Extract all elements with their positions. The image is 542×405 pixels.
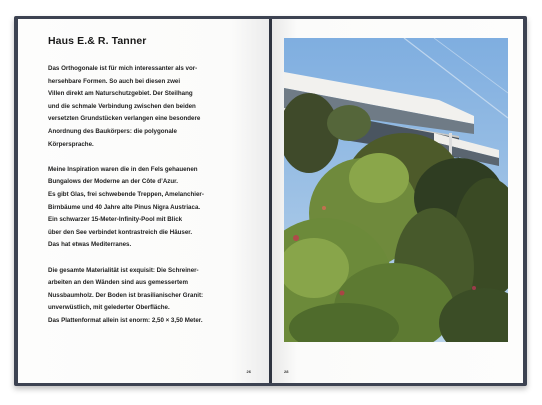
left-page	[18, 19, 270, 383]
body-text	[48, 63, 253, 340]
text-line: versetzten Grundstücken verlangen eine besondere	[48, 115, 201, 123]
text-line: Das hat etwas Mediterranes.	[48, 241, 132, 249]
text-line: Körpersprache.	[48, 140, 94, 148]
text-line: hersehbare Formen. So auch bei diesen zwei	[48, 77, 181, 85]
text-line: Es gibt Glas, frei schwebende Treppen, Amelanchier-	[48, 190, 204, 198]
house-photo-illustration	[284, 38, 508, 342]
text-line: und die schmale Verbindung zwischen den beiden	[48, 102, 196, 110]
text-line: über den See verbindet kontrastreich die Häuser.	[48, 228, 193, 236]
page-number-right: 28	[284, 369, 289, 374]
text-line: Ein schwarzer 15-Meter-Infinity-Pool mit Blick	[48, 216, 183, 224]
open-book	[14, 16, 527, 386]
page-number-left: 26	[246, 369, 251, 374]
house-photo	[284, 38, 508, 342]
text-line: Die gesamte Materialität ist exquisit: Die Schreiner-	[48, 266, 199, 274]
text-line: Birnbäume und 40 Jahre alte Pinus Nigra Austriaca.	[48, 203, 201, 211]
right-page	[272, 19, 523, 383]
paragraph-2	[48, 164, 253, 252]
paragraph-3	[48, 265, 253, 328]
text-line: Meine Inspiration waren die in den Fels gehauenen	[48, 165, 198, 173]
text-line: Bungalows der Moderne an der Côte d’Azur.	[48, 178, 178, 186]
text-line: arbeiten an den Wänden sind aus gemessertem	[48, 279, 188, 287]
text-line: unverwüstlich, mit gelederter Oberfläche.	[48, 304, 170, 312]
text-line: Das Orthogonale ist für mich interessanter als vor-	[48, 65, 198, 72]
text-line: Villen direkt am Naturschutzgebiet. Der Steilhang	[48, 90, 193, 98]
page-title: Haus E.& R. Tanner	[48, 35, 147, 47]
text-line: Nussbaumholz. Der Boden ist brasilianischer Granit:	[48, 291, 204, 299]
text-line: Anordnung des Baukörpers: die polygonale	[48, 127, 177, 135]
paragraph-1	[48, 63, 253, 151]
text-line: Das Plattenformat allein ist enorm: 2,50 × 3,50 Meter.	[48, 316, 203, 324]
